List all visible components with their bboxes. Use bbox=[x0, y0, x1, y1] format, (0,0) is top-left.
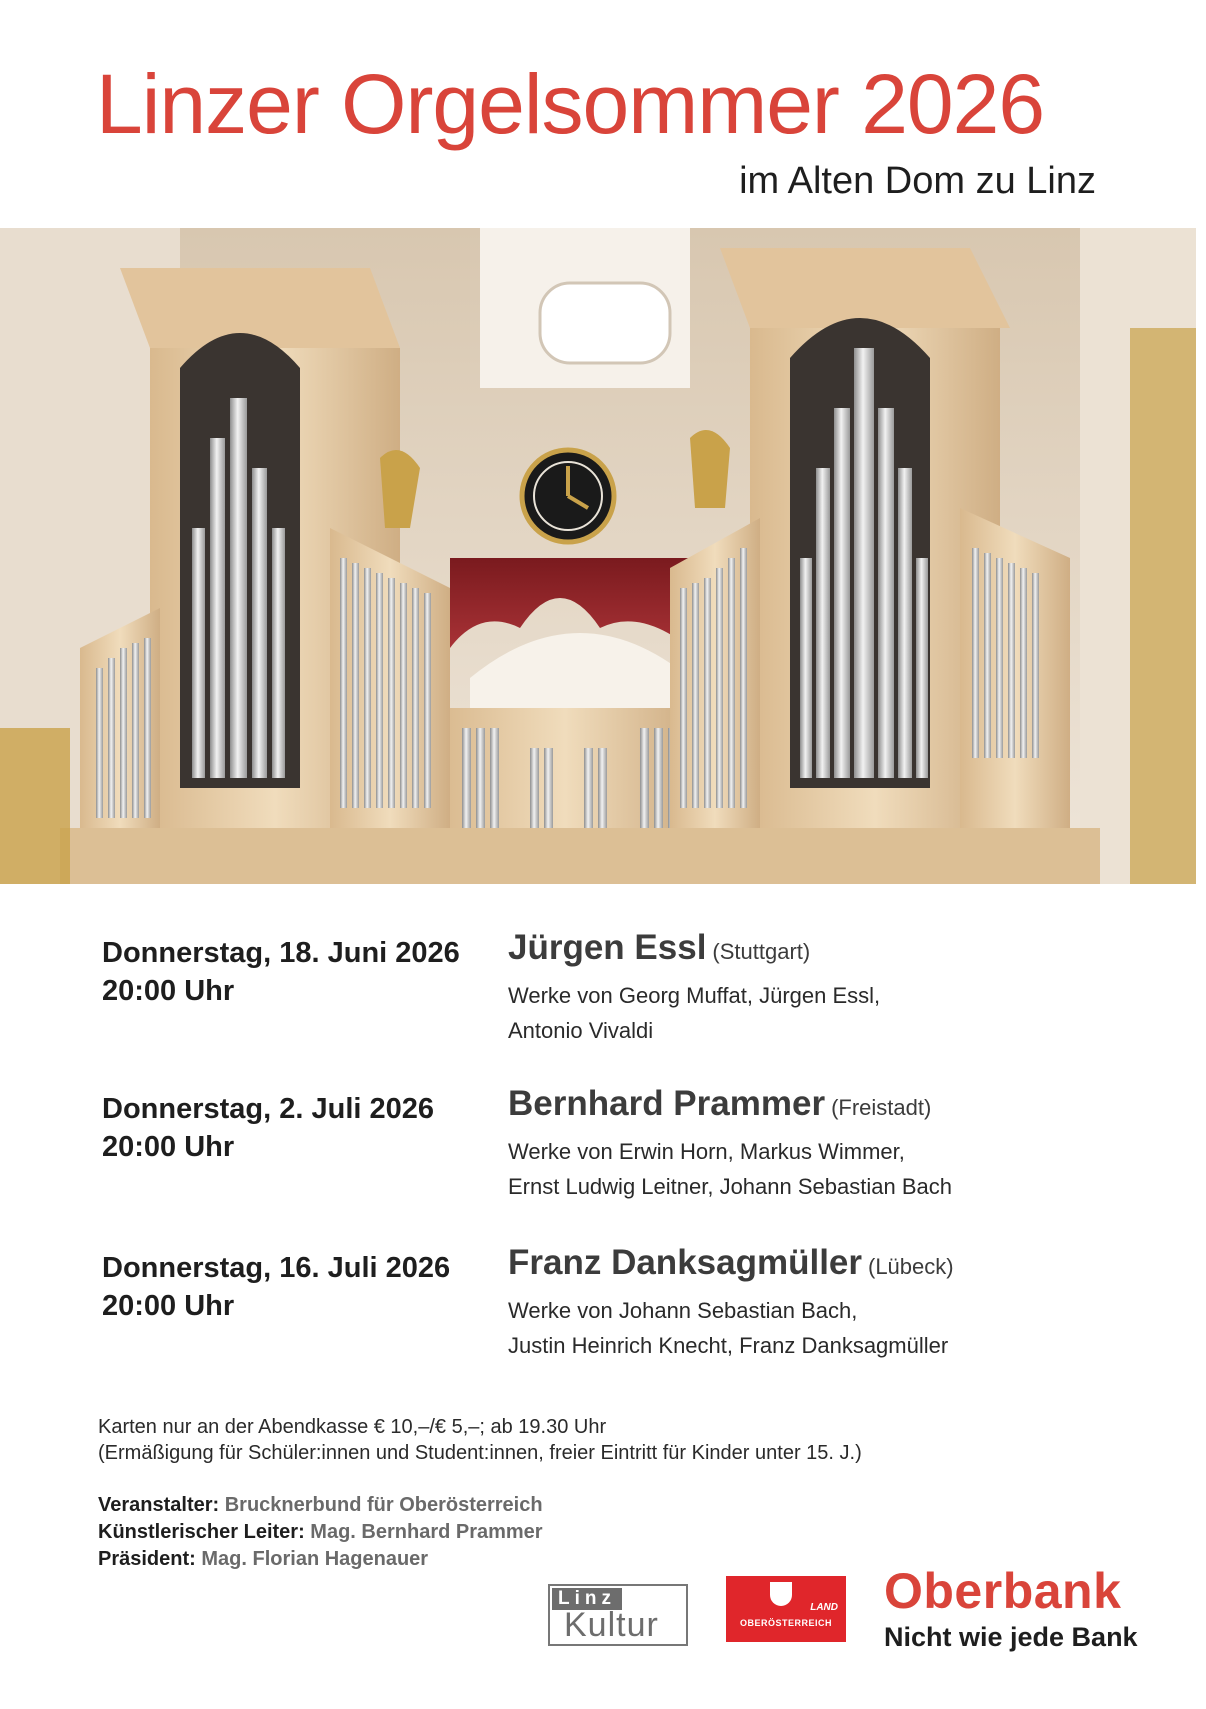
credit-organizer bbox=[98, 1492, 543, 1519]
event-performer bbox=[508, 1243, 954, 1283]
oberbank-slogan: Nicht wie jede Bank bbox=[884, 1622, 1138, 1652]
performer-name: Franz Danksagmüller bbox=[508, 1243, 862, 1282]
event-performer bbox=[508, 928, 810, 968]
linz-logo-top: Linz bbox=[552, 1588, 622, 1610]
event-1 bbox=[0, 928, 1206, 1074]
event-date: Donnerstag, 16. Juli 2026 bbox=[102, 1252, 451, 1284]
crest-icon bbox=[770, 1582, 792, 1606]
works-line: Werke von Johann Sebastian Bach, bbox=[508, 1298, 858, 1323]
event-time: 20:00 Uhr bbox=[102, 975, 235, 1007]
works-line: Werke von Erwin Horn, Markus Wimmer, bbox=[508, 1139, 905, 1164]
performer-city: (Stuttgart) bbox=[712, 939, 811, 964]
credit-label: Veranstalter: bbox=[98, 1494, 220, 1516]
land-logo-bottom: OBERÖSTERREICH bbox=[739, 1618, 832, 1628]
oberbank-logo bbox=[884, 1563, 1138, 1653]
works-line: Justin Heinrich Knecht, Franz Danksagmüller bbox=[508, 1333, 949, 1358]
credit-value: Brucknerbund für Oberösterreich bbox=[224, 1494, 543, 1516]
organ-photo bbox=[0, 228, 1196, 884]
oberbank-name: Oberbank bbox=[884, 1563, 1122, 1619]
linz-logo-bottom: Kultur bbox=[564, 1606, 659, 1644]
event-works bbox=[508, 978, 1068, 1048]
land-logo-top: LAND bbox=[810, 1602, 838, 1613]
credit-label: Künstlerischer Leiter: bbox=[98, 1521, 305, 1543]
works-line: Werke von Georg Muffat, Jürgen Essl, bbox=[508, 983, 881, 1008]
credit-artistic-director bbox=[98, 1519, 543, 1546]
event-works bbox=[508, 1134, 1068, 1204]
land-ooe-logo bbox=[726, 1576, 846, 1642]
poster-subtitle: im Alten Dom zu Linz bbox=[739, 160, 1096, 202]
ticket-info bbox=[98, 1414, 862, 1466]
works-line: Ernst Ludwig Leitner, Johann Sebastian Bach bbox=[508, 1174, 952, 1199]
credits bbox=[98, 1492, 543, 1573]
works-line: Antonio Vivaldi bbox=[508, 1018, 654, 1043]
ticket-price: Karten nur an der Abendkasse € 10,–/€ 5,–; ab 19.30 Uhr bbox=[98, 1416, 607, 1438]
event-performer bbox=[508, 1084, 931, 1124]
organ-illustration bbox=[0, 228, 1196, 884]
ticket-discount: (Ermäßigung für Schüler:innen und Student:innen, freier Eintritt für Kinder unter 15. J.) bbox=[98, 1442, 862, 1464]
performer-name: Jürgen Essl bbox=[508, 928, 707, 967]
event-2 bbox=[0, 1084, 1206, 1230]
linz-kultur-logo bbox=[548, 1584, 688, 1646]
credit-president bbox=[98, 1546, 543, 1573]
credit-value: Mag. Florian Hagenauer bbox=[201, 1548, 429, 1570]
performer-name: Bernhard Prammer bbox=[508, 1084, 826, 1123]
performer-city: (Lübeck) bbox=[868, 1254, 954, 1279]
event-time: 20:00 Uhr bbox=[102, 1290, 235, 1322]
performer-city: (Freistadt) bbox=[831, 1095, 932, 1120]
event-date: Donnerstag, 2. Juli 2026 bbox=[102, 1093, 435, 1125]
event-3 bbox=[0, 1243, 1206, 1389]
event-works bbox=[508, 1293, 1068, 1363]
event-date: Donnerstag, 18. Juni 2026 bbox=[102, 937, 460, 969]
poster-title: Linzer Orgelsommer 2026 bbox=[96, 57, 1045, 151]
credit-value: Mag. Bernhard Prammer bbox=[310, 1521, 543, 1543]
credit-label: Präsident: bbox=[98, 1548, 196, 1570]
event-time: 20:00 Uhr bbox=[102, 1131, 235, 1163]
